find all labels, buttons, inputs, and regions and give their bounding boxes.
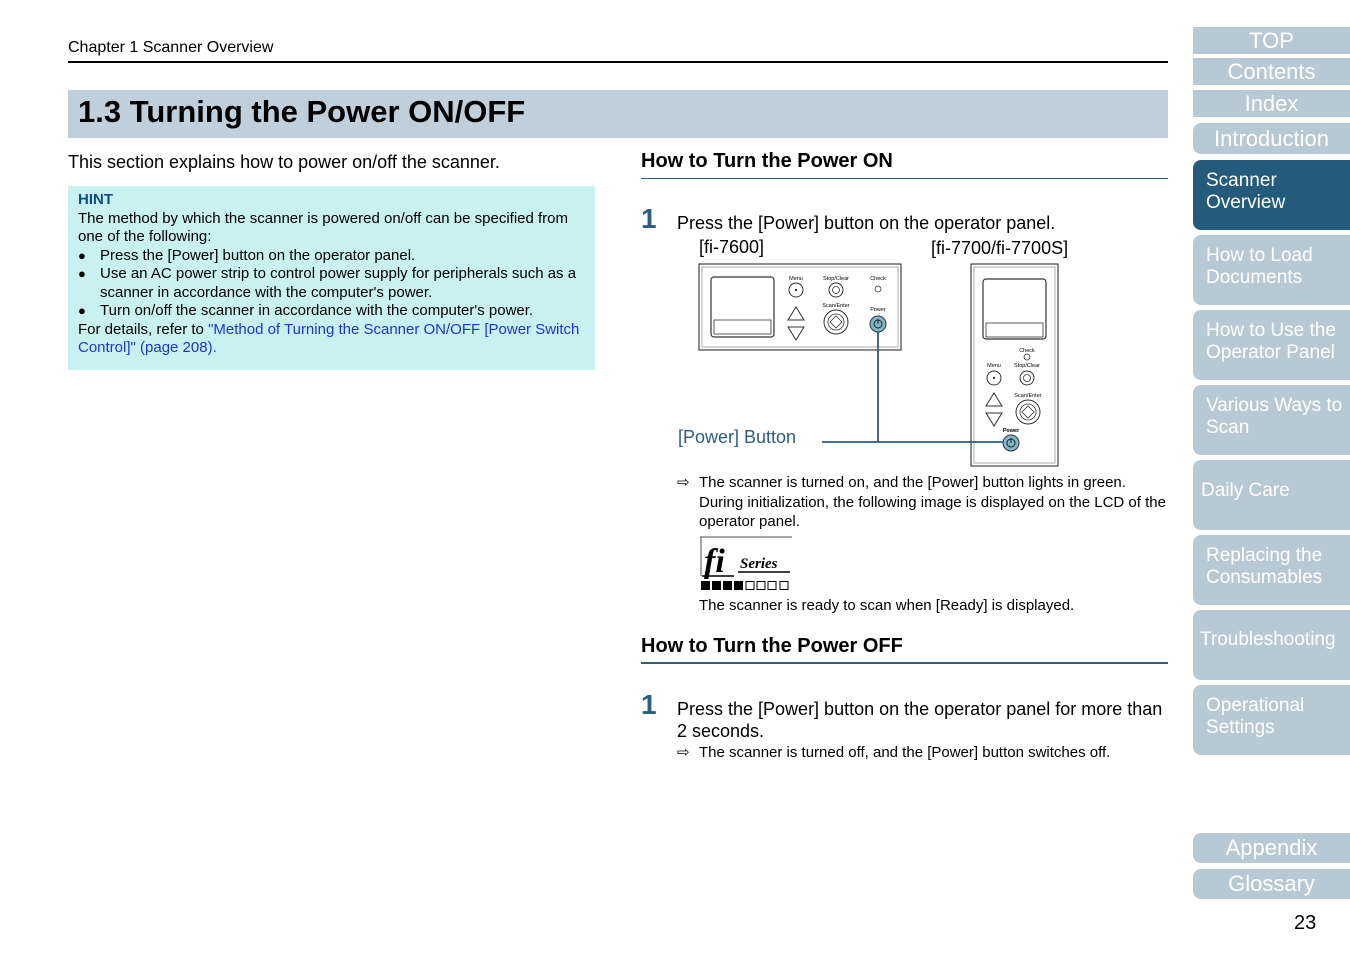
nav-scanner-overview-tab[interactable]: Scanner Overview — [1193, 160, 1350, 230]
page-title: 1.3 Turning the Power ON/OFF — [78, 94, 526, 129]
power-off-step-text: Press the [Power] button on the operator panel for more than 2 seconds. — [677, 699, 1163, 741]
ready-note — [677, 596, 1172, 616]
power-on-result — [677, 473, 1172, 532]
chapter-header: Chapter 1 Scanner Overview — [68, 39, 274, 56]
hint-box — [68, 186, 595, 370]
scan-enter-label: Scan/Enter — [822, 303, 850, 309]
power-button-callout: [Power] Button — [678, 427, 797, 447]
power-label: Power — [1002, 428, 1020, 434]
nav-troubleshooting-tab[interactable]: Troubleshooting — [1193, 610, 1350, 680]
nav-appendix-tab[interactable]: Appendix — [1193, 833, 1350, 863]
nav-top-button[interactable]: TOP — [1193, 27, 1350, 54]
stop-clear-label: Stop/Clear — [1014, 363, 1040, 369]
power-on-result-text: The scanner is turned on, and the [Power] button lights in green. During initialization, the following image is displayed on the LCD of the operator panel. — [699, 474, 1166, 530]
power-on-step-number: 1 — [641, 203, 657, 234]
hint-item: ● Press the [Power] button on the operator panel. — [78, 247, 585, 266]
lcd-screen — [983, 279, 1046, 339]
fi7700-panel — [971, 264, 1058, 466]
stop-clear-label: Stop/Clear — [823, 276, 849, 282]
check-label: Check — [870, 276, 886, 282]
power-off-result-text: The scanner is turned off, and the [Power] button switches off. — [699, 744, 1111, 761]
hint-item: ● Turn on/off the scanner in accordance with the computer's power. — [78, 302, 585, 321]
fi7600-panel — [699, 264, 901, 350]
nav-contents-button[interactable]: Contents — [1193, 58, 1350, 85]
power-off-result — [677, 743, 1172, 763]
nav-daily-care-tab[interactable]: Daily Care — [1193, 460, 1350, 530]
fi-series-logo-image — [700, 536, 792, 592]
check-label: Check — [1019, 348, 1035, 354]
intro-text: This section explains how to power on/off the scanner. — [68, 152, 500, 172]
check-indicator — [1024, 354, 1030, 360]
lcd-screen — [711, 277, 774, 337]
model-label-fi7700: [fi-7700/fi-7700S] — [931, 238, 1069, 258]
power-on-step-text: Press the [Power] button on the operator panel. — [677, 213, 1056, 233]
power-switch-control-link[interactable]: "Method of Turning the Scanner ON/OFF [Power Switch Control]" (page 208). — [78, 320, 580, 356]
hint-lead: The method by which the scanner is powered on/off can be specified from one of the following: — [78, 209, 568, 245]
page-number: 23 — [1294, 912, 1317, 934]
power-off-heading: How to Turn the Power OFF — [641, 635, 903, 657]
power-off-divider — [641, 662, 1168, 664]
hint-item: ● Use an AC power strip to control power supply for peripherals such as a scanner in accordance with the computer's power. — [78, 265, 585, 302]
scan-enter-label: Scan/Enter — [1014, 393, 1042, 399]
model-label-fi7600: [fi-7600] — [699, 237, 765, 257]
nav-operational-settings-tab[interactable]: Operational Settings — [1193, 685, 1350, 755]
menu-label: Menu — [987, 363, 1001, 369]
check-indicator — [875, 286, 881, 292]
hint-label: HINT — [78, 191, 113, 208]
hint-reference — [78, 321, 585, 358]
nav-index-button[interactable]: Index — [1193, 90, 1350, 117]
stop-clear-button — [1020, 371, 1034, 385]
header-divider — [68, 61, 1168, 63]
power-on-heading: How to Turn the Power ON — [641, 150, 893, 172]
nav-replacing-consumables-tab[interactable]: Replacing the Consumables — [1193, 535, 1350, 605]
nav-operator-panel-tab[interactable]: How to Use the Operator Panel — [1193, 310, 1350, 380]
fi-logo-text: fi — [704, 543, 725, 580]
result-arrow-icon: ⇨ — [677, 744, 690, 761]
result-arrow-icon: ⇨ — [677, 474, 690, 491]
nav-various-ways-tab[interactable]: Various Ways to Scan — [1193, 385, 1350, 455]
hint-list — [78, 247, 585, 321]
power-on-divider — [641, 178, 1168, 179]
nav-glossary-tab[interactable]: Glossary — [1193, 869, 1350, 899]
title-bar — [68, 90, 1168, 138]
ready-text: The scanner is ready to scan when [Ready] is displayed. — [699, 597, 1075, 614]
power-label: Power — [870, 307, 886, 313]
hint-ref-prefix: For details, refer to — [78, 320, 209, 338]
stop-clear-button — [829, 283, 843, 297]
menu-label: Menu — [789, 276, 803, 282]
nav-introduction-tab[interactable]: Introduction — [1193, 123, 1350, 154]
progress-squares — [701, 581, 788, 590]
power-off-step-number: 1 — [641, 689, 657, 720]
svg-text:Series: Series — [740, 556, 778, 572]
nav-how-to-load-tab[interactable]: How to Load Documents — [1193, 235, 1350, 305]
